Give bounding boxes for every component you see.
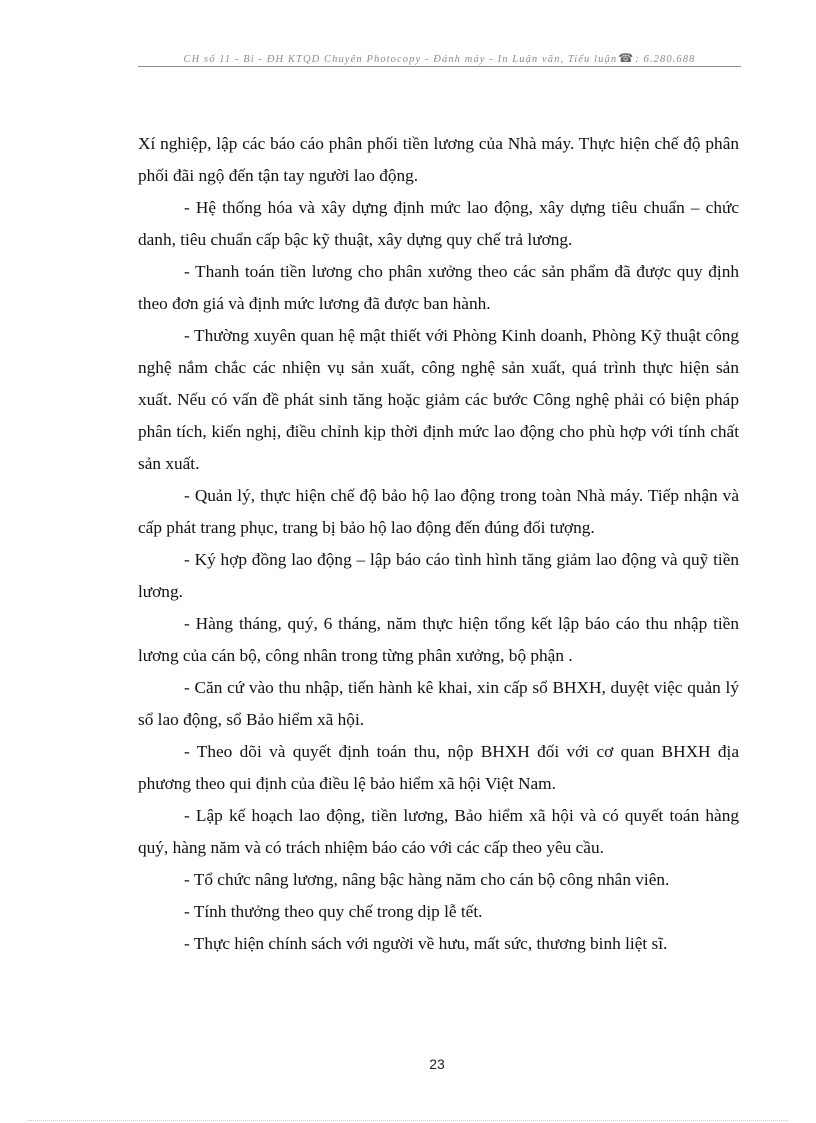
list-item: - Ký hợp đồng lao động – lập báo cáo tình hình tăng giảm lao động và quỹ tiền lương. [138,550,739,601]
page-bottom-edge [28,1120,788,1121]
header-text: CH số 11 - Bi - ĐH KTQD Chuyên Photocopy - Đánh máy - In Luận văn, Tiểu luận [183,54,618,65]
paragraph-continued: Xí nghiệp, lập các báo cáo phân phối tiền lương của Nhà máy. Thực hiện chế độ phân phối đãi ngộ đến tận tay người lao động. [138,134,739,185]
list-item: - Lập kế hoạch lao động, tiền lương, Bảo hiểm xã hội và có quyết toán hàng quý, hàng năm và có trách nhiệm báo cáo với các cấp theo yêu cầu. [138,806,739,857]
list-item: - Thanh toán tiền lương cho phân xưởng theo các sản phẩm đã được quy định theo đơn giá và định mức lương đã được ban hành. [138,262,739,313]
header-phone-number: : 6.280.688 [635,54,696,65]
list-item: - Quản lý, thực hiện chế độ bảo hộ lao động trong toàn Nhà máy. Tiếp nhận và cấp phát trang phục, trang bị bảo hộ lao động đến đúng đối tượng. [138,486,739,537]
list-item: - Theo dõi và quyết định toán thu, nộp BHXH đối với cơ quan BHXH địa phương theo qui định của điều lệ bảo hiểm xã hội Việt Nam. [138,742,739,793]
list-item: - Hàng tháng, quý, 6 tháng, năm thực hiện tổng kết lập báo cáo thu nhập tiền lương của cán bộ, công nhân trong từng phân xưởng, bộ phận . [138,614,739,665]
list-item: - Tính thưởng theo quy chế trong dịp lễ tết. [184,902,483,921]
list-item: - Căn cứ vào thu nhập, tiến hành kê khai, xin cấp sổ BHXH, duyệt việc quản lý sổ lao động, sổ Bảo hiểm xã hội. [138,678,739,729]
list-item: - Tổ chức nâng lương, nâng bậc hàng năm cho cán bộ công nhân viên. [184,870,670,889]
list-item: - Hệ thống hóa và xây dựng định mức lao động, xây dựng tiêu chuẩn – chức danh, tiêu chuẩn cấp bậc kỹ thuật, xây dựng quy chế trả lương. [138,198,739,249]
document-body [138,128,739,960]
list-item: - Thường xuyên quan hệ mật thiết với Phòng Kinh doanh, Phòng Kỹ thuật công nghệ nắm chắc các nhiện vụ sản xuất, công nghệ sản xuất, quá trình thực hiện sản xuất. Nếu có vấn đề phát sinh tăng hoặc giảm các bước Công nghệ phải có biện pháp phân tích, kiến nghị, điều chỉnh kịp thời định mức lao động cho phù hợp với tính chất sản xuất. [138,326,739,473]
page-header [138,50,741,67]
page-number: 23 [429,1056,445,1072]
phone-icon: ☎ [618,51,635,65]
list-item: - Thực hiện chính sách với người về hưu, mất sức, thương binh liệt sĩ. [184,934,668,953]
